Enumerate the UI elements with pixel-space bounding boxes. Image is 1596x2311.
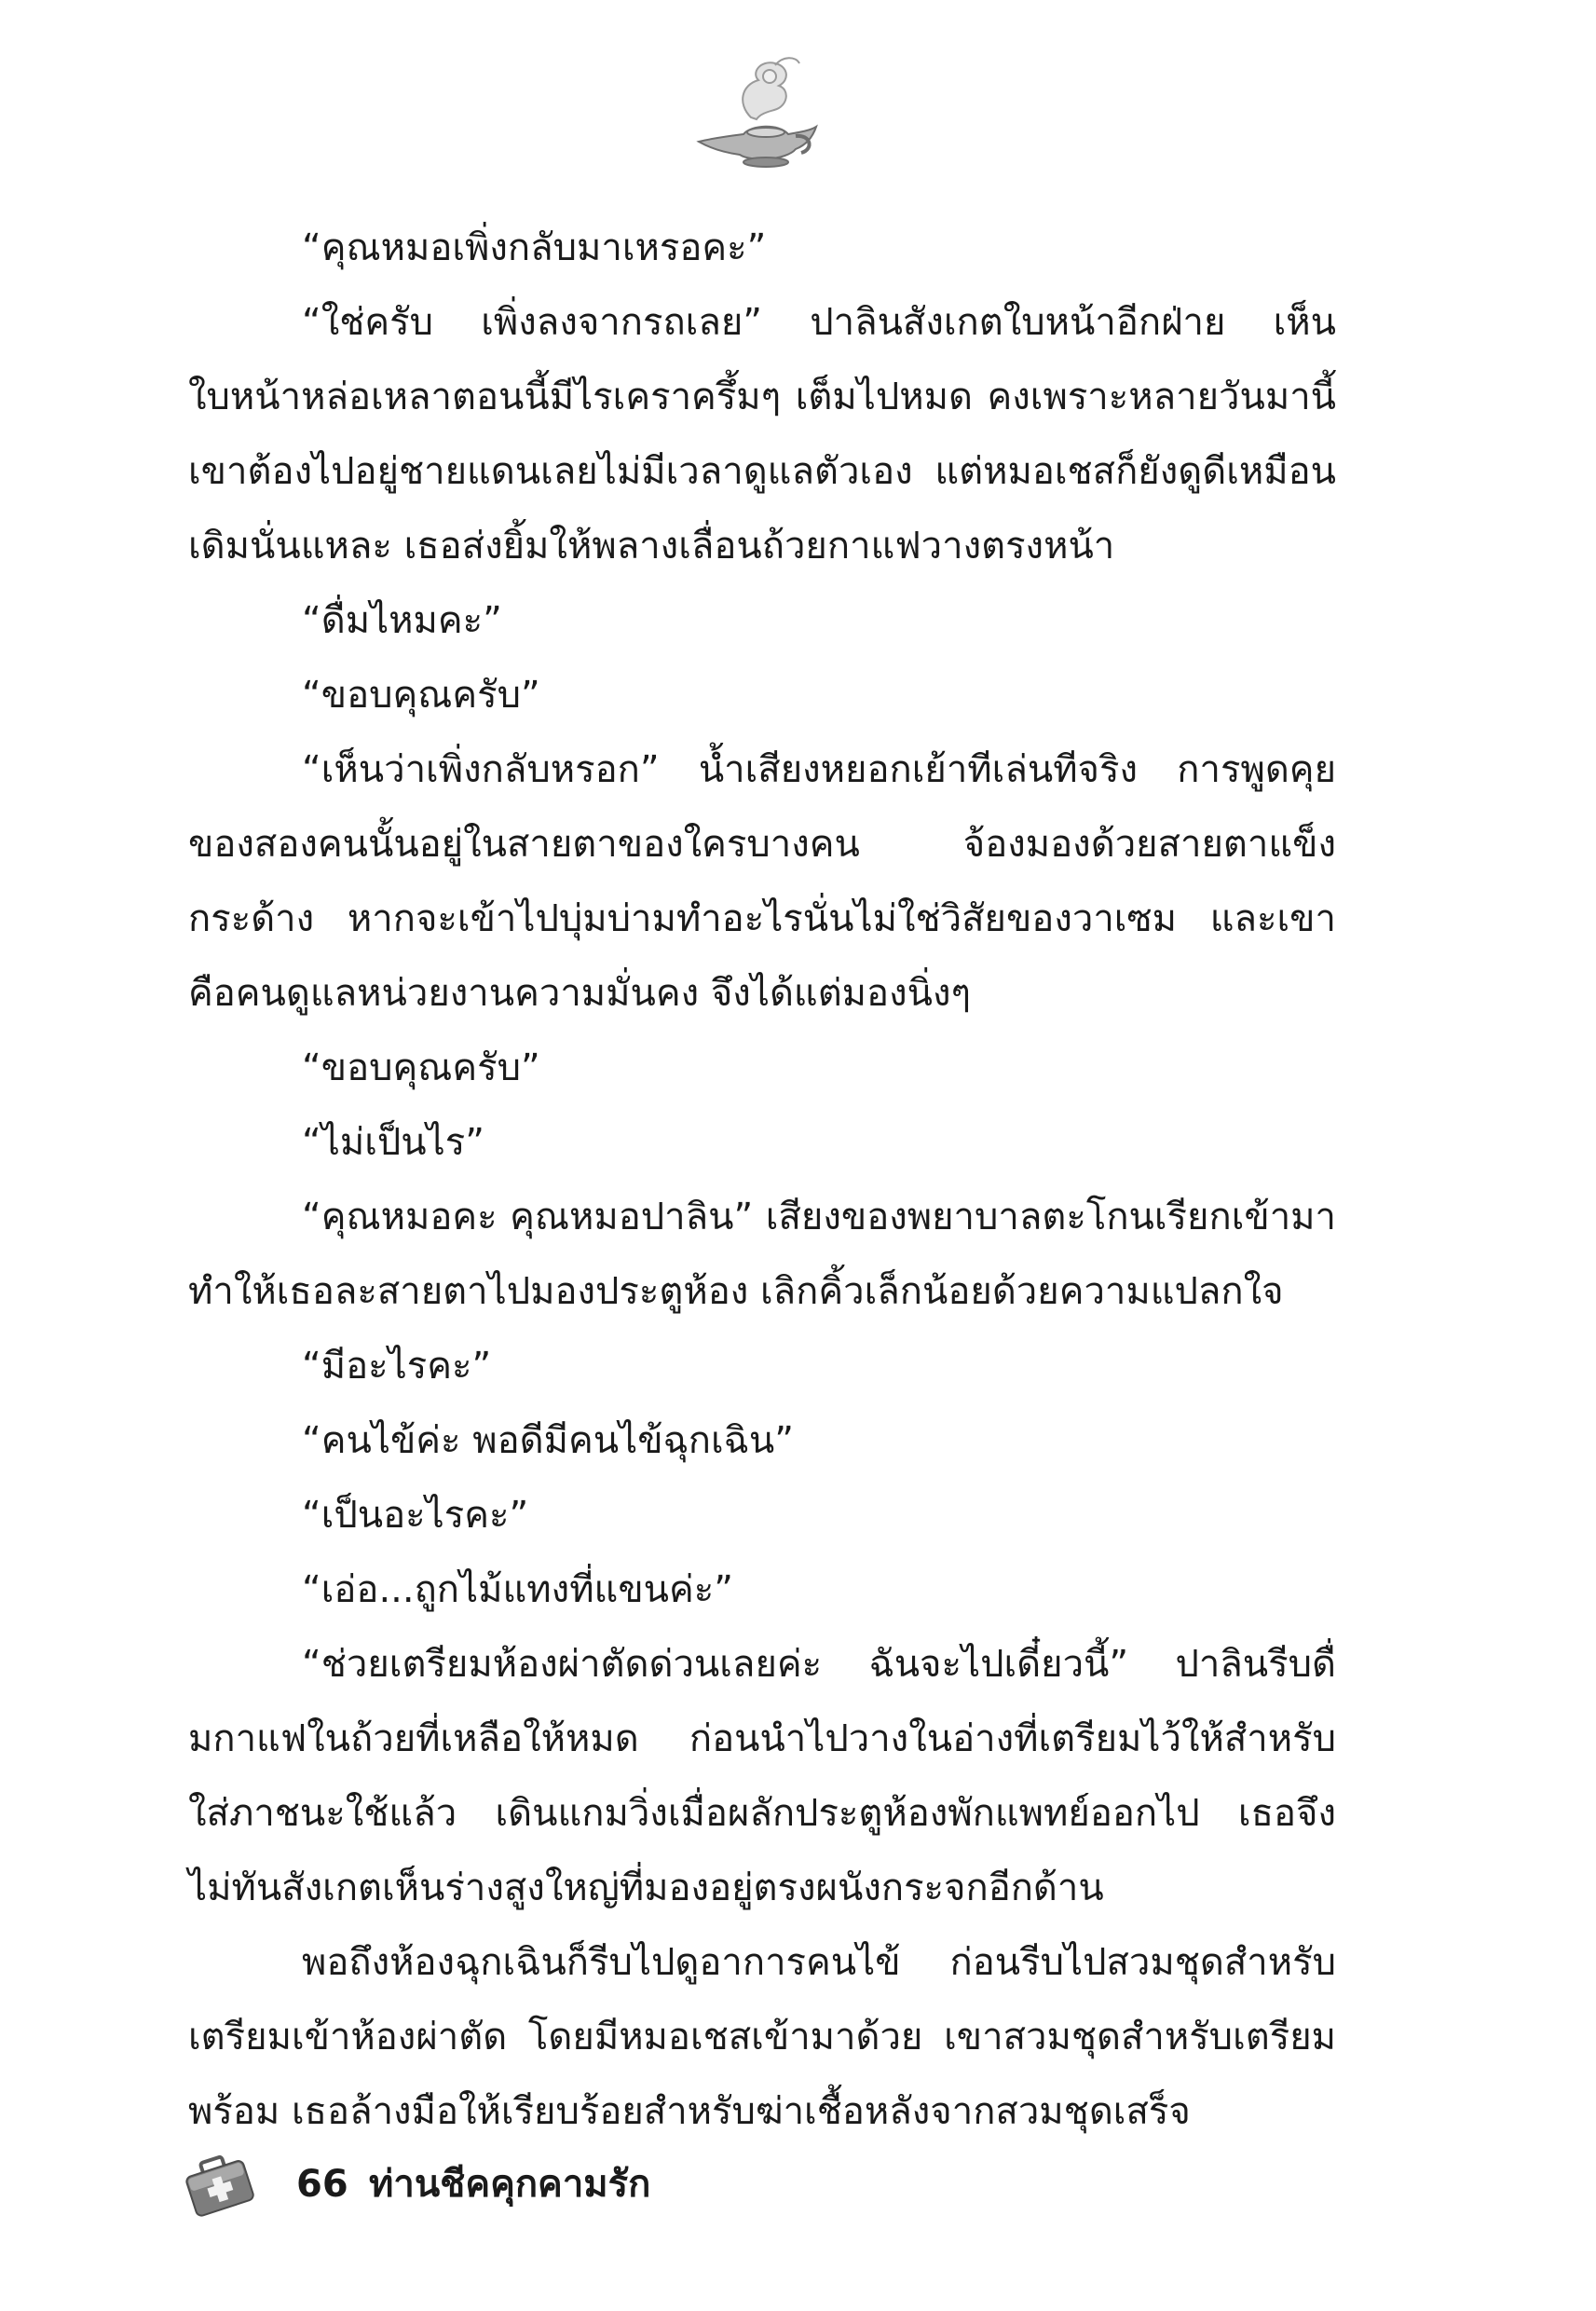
page-number: 66 [296,2163,348,2206]
paragraph: “มีอะไรคะ” [302,1345,492,1388]
paragraph: “คุณหมอคะ คุณหมอปาลิน” เสียงของพยาบาลตะโกนเรียกเข้ามาทำให้เธอละสายตาไปมองประตูห้อง เลิกคิ้วเล็กน้อยด้วยความแปลกใจ [188,1196,1336,1313]
book-title: ท่านชีคคุกคามรัก [369,2163,651,2206]
body-text [188,211,1336,2149]
paragraph: “ช่วยเตรียมห้องผ่าตัดด่วนเลยค่ะ ฉันจะไปเดี๋ยวนี้” ปาลินรีบดื่มกาแฟในถ้วยที่เหลือให้หมด ก่อนนำไปวางในอ่างที่เตรียมไว้ให้สำหรับใส่ภาชนะใช้แล้ว เดินแกมวิ่งเมื่อผลักประตูห้องพักแพทย์ออกไป เธอจึงไม่ทันสังเกตเห็นร่างสูงใหญ่ที่มองอยู่ตรงผนังกระจกอีกด้าน [188,1643,1336,1909]
paragraph: “ดื่มไหมคะ” [302,599,502,642]
page-footer [183,2143,1021,2227]
paragraph: “คุณหมอเพิ่งกลับมาเหรอคะ” [302,226,767,269]
genie-lamp-icon [686,52,825,173]
paragraph: “ขอบคุณครับ” [302,674,540,717]
paragraph: “ไม่เป็นไร” [302,1121,484,1164]
paragraph: “เห็นว่าเพิ่งกลับหรอก” น้ำเสียงหยอกเย้าทีเล่นทีจริง การพูดคุยของสองคนนั้นอยู่ในสายตาของใครบางคน จ้องมองด้วยสายตาแข็งกระด้าง หากจะเข้าไปบุ่มบ่ามทำอะไรนั่นไม่ใช่วิสัยของวาเซม และเขาคือคนดูแลหน่วยงานความมั่นคง จึงได้แต่มองนิ่งๆ [188,748,1336,1015]
paragraph: “ขอบคุณครับ” [302,1046,540,1089]
medical-kit-icon [183,2149,259,2220]
paragraph: “ใช่ครับ เพิ่งลงจากรถเลย” ปาลินสังเกตใบหน้าอีกฝ่าย เห็นใบหน้าหล่อเหลาตอนนี้มีไรเคราครึ้มๆ เต็มไปหมด คงเพราะหลายวันมานี้เขาต้องไปอยู่ชายแดนเลยไม่มีเวลาดูแลตัวเอง แต่หมอเชสก็ยังดูดีเหมือนเดิมนั่นแหละ เธอส่งยิ้มให้พลางเลื่อนถ้วยกาแฟวางตรงหน้า [188,301,1336,567]
paragraph: “เอ่อ...ถูกไม้แทงที่แขนค่ะ” [302,1568,733,1611]
paragraph: “คนไข้ค่ะ พอดีมีคนไข้ฉุกเฉิน” [302,1419,794,1462]
paragraph: พอถึงห้องฉุกเฉินก็รีบไปดูอาการคนไข้ ก่อนรีบไปสวมชุดสำหรับเตรียมเข้าห้องผ่าตัด โดยมีหมอเชสเข้ามาด้วย เขาสวมชุดสำหรับเตรียมพร้อม เธอล้างมือให้เรียบร้อยสำหรับฆ่าเชื้อหลังจากสวมชุดเสร็จ [188,1941,1336,2133]
paragraph: “เป็นอะไรคะ” [302,1494,529,1537]
